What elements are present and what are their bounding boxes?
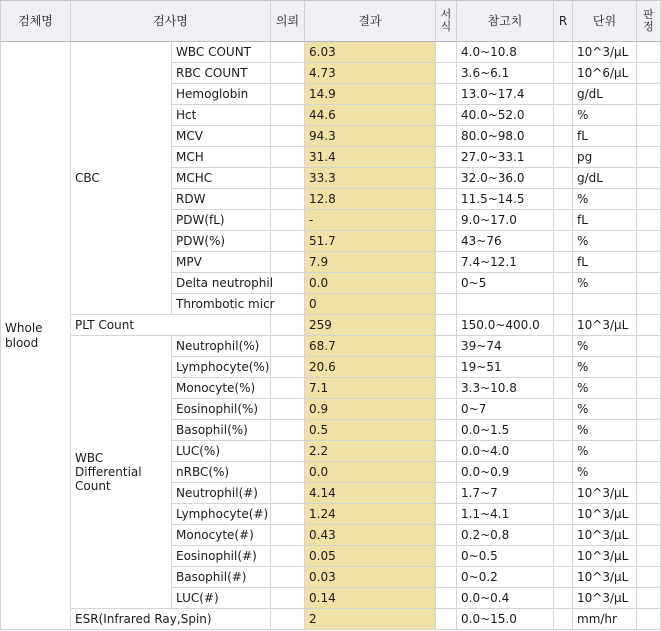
r-cell[interactable] — [554, 252, 573, 273]
reference-cell[interactable]: 80.0~98.0 — [457, 126, 554, 147]
request-cell[interactable] — [271, 525, 305, 546]
format-cell[interactable] — [436, 63, 457, 84]
reference-cell[interactable]: 32.0~36.0 — [457, 168, 554, 189]
unit-cell[interactable]: % — [573, 273, 637, 294]
reference-cell[interactable]: 0.2~0.8 — [457, 525, 554, 546]
unit-cell[interactable]: mm/hr — [573, 609, 637, 630]
judgement-cell[interactable] — [637, 147, 661, 168]
format-cell[interactable] — [436, 84, 457, 105]
test-name-cell[interactable]: LUC(#) — [172, 588, 271, 609]
r-cell[interactable] — [554, 126, 573, 147]
r-cell[interactable] — [554, 420, 573, 441]
test-name-cell[interactable]: Monocyte(#) — [172, 525, 271, 546]
result-cell[interactable]: 6.03 — [305, 42, 436, 63]
judgement-cell[interactable] — [637, 441, 661, 462]
header-reference[interactable]: 참고치 — [457, 1, 554, 42]
unit-cell[interactable]: % — [573, 399, 637, 420]
test-name-cell[interactable]: Thrombotic micr — [172, 294, 271, 315]
judgement-cell[interactable] — [637, 483, 661, 504]
format-cell[interactable] — [436, 588, 457, 609]
judgement-cell[interactable] — [637, 588, 661, 609]
test-name-cell[interactable]: nRBC(%) — [172, 462, 271, 483]
request-cell[interactable] — [271, 441, 305, 462]
judgement-cell[interactable] — [637, 357, 661, 378]
group-cbc[interactable]: CBC — [71, 42, 172, 315]
format-cell[interactable] — [436, 546, 457, 567]
r-cell[interactable] — [554, 231, 573, 252]
r-cell[interactable] — [554, 609, 573, 630]
header-test-name[interactable]: 검사명 — [71, 1, 271, 42]
test-name-cell[interactable]: Eosinophil(%) — [172, 399, 271, 420]
format-cell[interactable] — [436, 462, 457, 483]
r-cell[interactable] — [554, 315, 573, 336]
group-label-line: Differential — [75, 465, 142, 479]
result-cell[interactable]: 33.3 — [305, 168, 436, 189]
r-cell[interactable] — [554, 147, 573, 168]
request-cell[interactable] — [271, 336, 305, 357]
r-cell[interactable] — [554, 189, 573, 210]
request-cell[interactable] — [271, 168, 305, 189]
reference-cell[interactable]: 7.4~12.1 — [457, 252, 554, 273]
test-name-cell[interactable]: Lymphocyte(#) — [172, 504, 271, 525]
judgement-cell[interactable] — [637, 189, 661, 210]
unit-cell[interactable]: 10^3/μL — [573, 588, 637, 609]
result-cell[interactable]: 7.9 — [305, 252, 436, 273]
reference-cell[interactable]: 1.1~4.1 — [457, 504, 554, 525]
test-name-cell[interactable]: WBC COUNT — [172, 42, 271, 63]
result-cell[interactable]: 14.9 — [305, 84, 436, 105]
test-name-cell[interactable]: MCH — [172, 147, 271, 168]
reference-cell[interactable]: 11.5~14.5 — [457, 189, 554, 210]
group-label-line: WBC — [75, 451, 104, 465]
judgement-cell[interactable] — [637, 84, 661, 105]
test-name-cell[interactable]: PDW(%) — [172, 231, 271, 252]
judgement-cell[interactable] — [637, 126, 661, 147]
table-body — [1, 42, 661, 630]
format-cell[interactable] — [436, 252, 457, 273]
result-cell[interactable]: 0.05 — [305, 546, 436, 567]
test-name-cell[interactable]: MPV — [172, 252, 271, 273]
r-cell[interactable] — [554, 168, 573, 189]
request-cell[interactable] — [271, 483, 305, 504]
judgement-cell[interactable] — [637, 168, 661, 189]
unit-cell[interactable]: % — [573, 441, 637, 462]
unit-cell[interactable]: 10^3/μL — [573, 42, 637, 63]
unit-cell[interactable]: % — [573, 231, 637, 252]
test-name-cell[interactable]: Delta neutrophil — [172, 273, 271, 294]
request-cell[interactable] — [271, 42, 305, 63]
unit-cell[interactable]: % — [573, 378, 637, 399]
judgement-cell[interactable] — [637, 378, 661, 399]
table-row[interactable] — [1, 315, 661, 336]
request-cell[interactable] — [271, 63, 305, 84]
table-row[interactable] — [1, 42, 661, 63]
reference-cell[interactable]: 0.0~15.0 — [457, 609, 554, 630]
r-cell[interactable] — [554, 567, 573, 588]
judgement-cell[interactable] — [637, 399, 661, 420]
format-cell[interactable] — [436, 525, 457, 546]
result-cell[interactable]: 12.8 — [305, 189, 436, 210]
group-wbc-differential[interactable] — [71, 336, 172, 609]
reference-cell[interactable]: 0~0.2 — [457, 567, 554, 588]
result-cell[interactable]: 0.0 — [305, 462, 436, 483]
unit-cell[interactable]: % — [573, 105, 637, 126]
request-cell[interactable] — [271, 84, 305, 105]
request-cell[interactable] — [271, 252, 305, 273]
request-cell[interactable] — [271, 378, 305, 399]
test-name-cell[interactable]: Basophil(%) — [172, 420, 271, 441]
header-specimen[interactable]: 검체명 — [1, 1, 71, 42]
result-cell[interactable]: 4.14 — [305, 483, 436, 504]
request-cell[interactable] — [271, 420, 305, 441]
table-row[interactable] — [1, 336, 661, 357]
r-cell[interactable] — [554, 504, 573, 525]
reference-cell[interactable]: 40.0~52.0 — [457, 105, 554, 126]
header-result[interactable]: 결과 — [305, 1, 436, 42]
unit-cell[interactable]: 10^3/μL — [573, 546, 637, 567]
judgement-cell[interactable] — [637, 420, 661, 441]
format-cell[interactable] — [436, 609, 457, 630]
unit-cell[interactable]: 10^3/μL — [573, 315, 637, 336]
unit-cell[interactable]: g/dL — [573, 168, 637, 189]
test-name-cell[interactable]: Basophil(#) — [172, 567, 271, 588]
result-cell[interactable]: 2.2 — [305, 441, 436, 462]
reference-cell[interactable]: 43~76 — [457, 231, 554, 252]
request-cell[interactable] — [271, 105, 305, 126]
result-cell[interactable]: 51.7 — [305, 231, 436, 252]
result-cell[interactable]: 7.1 — [305, 378, 436, 399]
unit-cell[interactable]: % — [573, 420, 637, 441]
unit-cell[interactable]: 10^3/μL — [573, 525, 637, 546]
format-cell[interactable] — [436, 567, 457, 588]
test-name-cell[interactable]: Eosinophil(#) — [172, 546, 271, 567]
unit-cell[interactable]: 10^3/μL — [573, 483, 637, 504]
test-name-cell[interactable]: Monocyte(%) — [172, 378, 271, 399]
r-cell[interactable] — [554, 42, 573, 63]
reference-cell[interactable]: 19~51 — [457, 357, 554, 378]
result-cell[interactable]: - — [305, 210, 436, 231]
request-cell[interactable] — [271, 609, 305, 630]
test-name-cell[interactable]: PDW(fL) — [172, 210, 271, 231]
unit-cell[interactable]: pg — [573, 147, 637, 168]
format-cell[interactable] — [436, 273, 457, 294]
unit-cell[interactable] — [573, 294, 637, 315]
result-cell[interactable]: 0.9 — [305, 399, 436, 420]
format-cell[interactable] — [436, 504, 457, 525]
format-cell[interactable] — [436, 210, 457, 231]
judgement-cell[interactable] — [637, 42, 661, 63]
test-name-cell[interactable]: LUC(%) — [172, 441, 271, 462]
result-cell[interactable]: 44.6 — [305, 105, 436, 126]
reference-cell[interactable]: 0.0~1.5 — [457, 420, 554, 441]
judgement-cell[interactable] — [637, 105, 661, 126]
format-cell[interactable] — [436, 357, 457, 378]
judgement-cell[interactable] — [637, 294, 661, 315]
request-cell[interactable] — [271, 462, 305, 483]
result-cell[interactable]: 4.73 — [305, 63, 436, 84]
request-cell[interactable] — [271, 294, 305, 315]
reference-cell[interactable]: 3.3~10.8 — [457, 378, 554, 399]
r-cell[interactable] — [554, 399, 573, 420]
table-header — [1, 1, 661, 42]
result-cell[interactable]: 0.14 — [305, 588, 436, 609]
reference-cell[interactable]: 0~7 — [457, 399, 554, 420]
unit-cell[interactable]: 10^6/μL — [573, 63, 637, 84]
r-cell[interactable] — [554, 378, 573, 399]
format-cell[interactable] — [436, 126, 457, 147]
test-name-cell[interactable]: Neutrophil(%) — [172, 336, 271, 357]
reference-cell[interactable]: 27.0~33.1 — [457, 147, 554, 168]
request-cell[interactable] — [271, 567, 305, 588]
judgement-cell[interactable] — [637, 609, 661, 630]
request-cell[interactable] — [271, 189, 305, 210]
judgement-cell[interactable] — [637, 231, 661, 252]
unit-cell[interactable]: fL — [573, 126, 637, 147]
format-cell[interactable] — [436, 483, 457, 504]
test-name-cell[interactable]: RBC COUNT — [172, 63, 271, 84]
request-cell[interactable] — [271, 546, 305, 567]
header-r[interactable]: R — [554, 1, 573, 42]
header-format[interactable]: 서식 — [436, 1, 457, 42]
test-name-cell[interactable]: MCHC — [172, 168, 271, 189]
unit-cell[interactable]: % — [573, 189, 637, 210]
request-cell[interactable] — [271, 147, 305, 168]
result-cell[interactable]: 0 — [305, 294, 436, 315]
unit-cell[interactable]: 10^3/μL — [573, 567, 637, 588]
request-cell[interactable] — [271, 231, 305, 252]
unit-cell[interactable]: fL — [573, 252, 637, 273]
request-cell[interactable] — [271, 315, 305, 336]
specimen-line: Whole — [5, 320, 43, 335]
format-cell[interactable] — [436, 420, 457, 441]
r-cell[interactable] — [554, 441, 573, 462]
test-name-cell[interactable]: Neutrophil(#) — [172, 483, 271, 504]
r-cell[interactable] — [554, 546, 573, 567]
judgement-cell[interactable] — [637, 63, 661, 84]
format-cell[interactable] — [436, 189, 457, 210]
r-cell[interactable] — [554, 84, 573, 105]
specimen-line: blood — [5, 335, 39, 350]
reference-cell[interactable]: 0.0~0.4 — [457, 588, 554, 609]
r-cell[interactable] — [554, 63, 573, 84]
test-name-cell[interactable]: Hemoglobin — [172, 84, 271, 105]
reference-cell[interactable]: 13.0~17.4 — [457, 84, 554, 105]
format-cell[interactable] — [436, 105, 457, 126]
judgement-cell[interactable] — [637, 567, 661, 588]
judgement-cell[interactable] — [637, 504, 661, 525]
reference-cell[interactable]: 3.6~6.1 — [457, 63, 554, 84]
reference-cell[interactable]: 150.0~400.0 — [457, 315, 554, 336]
header-unit[interactable]: 단위 — [573, 1, 637, 42]
format-cell[interactable] — [436, 441, 457, 462]
judgement-cell[interactable] — [637, 252, 661, 273]
reference-cell[interactable]: 0.0~4.0 — [457, 441, 554, 462]
request-cell[interactable] — [271, 273, 305, 294]
request-cell[interactable] — [271, 210, 305, 231]
r-cell[interactable] — [554, 336, 573, 357]
result-cell[interactable]: 0.5 — [305, 420, 436, 441]
unit-cell[interactable]: fL — [573, 210, 637, 231]
r-cell[interactable] — [554, 294, 573, 315]
format-cell[interactable] — [436, 336, 457, 357]
r-cell[interactable] — [554, 273, 573, 294]
reference-cell[interactable]: 0~5 — [457, 273, 554, 294]
unit-cell[interactable]: % — [573, 336, 637, 357]
judgement-cell[interactable] — [637, 525, 661, 546]
r-cell[interactable] — [554, 357, 573, 378]
group-esr[interactable]: ESR(Infrared Ray,Spin) — [71, 609, 271, 630]
r-cell[interactable] — [554, 483, 573, 504]
test-name-cell[interactable]: RDW — [172, 189, 271, 210]
reference-cell[interactable] — [457, 294, 554, 315]
test-name-cell[interactable]: MCV — [172, 126, 271, 147]
header-request[interactable]: 의뢰 — [271, 1, 305, 42]
format-cell[interactable] — [436, 315, 457, 336]
format-cell[interactable] — [436, 168, 457, 189]
reference-cell[interactable]: 9.0~17.0 — [457, 210, 554, 231]
unit-cell[interactable]: % — [573, 357, 637, 378]
result-cell[interactable]: 1.24 — [305, 504, 436, 525]
judgement-cell[interactable] — [637, 273, 661, 294]
test-name-cell[interactable]: Hct — [172, 105, 271, 126]
judgement-cell[interactable] — [637, 462, 661, 483]
result-cell[interactable]: 94.3 — [305, 126, 436, 147]
r-cell[interactable] — [554, 525, 573, 546]
table-row[interactable] — [1, 609, 661, 630]
format-cell[interactable] — [436, 231, 457, 252]
format-cell[interactable] — [436, 147, 457, 168]
request-cell[interactable] — [271, 588, 305, 609]
result-cell[interactable]: 31.4 — [305, 147, 436, 168]
request-cell[interactable] — [271, 399, 305, 420]
result-cell[interactable]: 0.43 — [305, 525, 436, 546]
unit-cell[interactable]: 10^3/μL — [573, 504, 637, 525]
reference-cell[interactable]: 4.0~10.8 — [457, 42, 554, 63]
r-cell[interactable] — [554, 462, 573, 483]
r-cell[interactable] — [554, 588, 573, 609]
result-cell[interactable]: 0.0 — [305, 273, 436, 294]
test-name-cell[interactable]: Lymphocyte(%) — [172, 357, 271, 378]
result-cell[interactable]: 259 — [305, 315, 436, 336]
header-judgement[interactable]: 판정 — [637, 1, 661, 42]
format-cell[interactable] — [436, 378, 457, 399]
reference-cell[interactable]: 1.7~7 — [457, 483, 554, 504]
result-cell[interactable]: 0.03 — [305, 567, 436, 588]
request-cell[interactable] — [271, 504, 305, 525]
unit-cell[interactable]: g/dL — [573, 84, 637, 105]
format-cell[interactable] — [436, 294, 457, 315]
r-cell[interactable] — [554, 105, 573, 126]
result-cell[interactable]: 20.6 — [305, 357, 436, 378]
judgement-cell[interactable] — [637, 210, 661, 231]
judgement-cell[interactable] — [637, 546, 661, 567]
result-cell[interactable]: 2 — [305, 609, 436, 630]
group-label-line: Count — [75, 479, 111, 493]
unit-cell[interactable]: % — [573, 462, 637, 483]
format-cell[interactable] — [436, 399, 457, 420]
specimen-cell[interactable] — [1, 42, 71, 630]
group-plt[interactable]: PLT Count — [71, 315, 271, 336]
reference-cell[interactable]: 39~74 — [457, 336, 554, 357]
format-cell[interactable] — [436, 42, 457, 63]
request-cell[interactable] — [271, 357, 305, 378]
reference-cell[interactable]: 0~0.5 — [457, 546, 554, 567]
reference-cell[interactable]: 0.0~0.9 — [457, 462, 554, 483]
r-cell[interactable] — [554, 210, 573, 231]
request-cell[interactable] — [271, 126, 305, 147]
judgement-cell[interactable] — [637, 336, 661, 357]
result-cell[interactable]: 68.7 — [305, 336, 436, 357]
header-row — [1, 1, 661, 42]
judgement-cell[interactable] — [637, 315, 661, 336]
